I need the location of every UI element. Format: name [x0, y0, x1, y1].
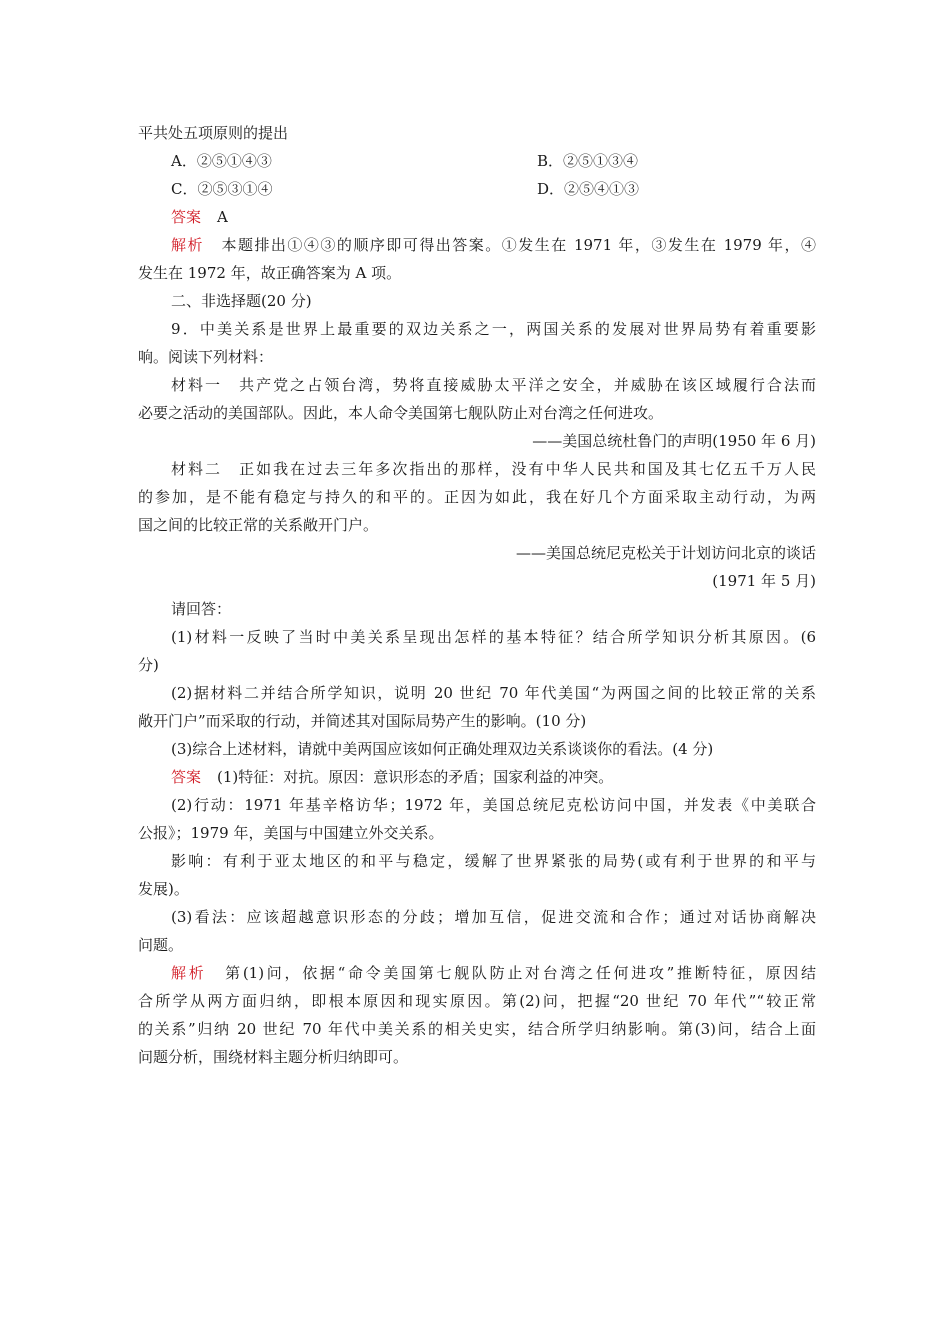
q9-sub1-line-1: (1)材料一反映了当时中美关系呈现出怎样的基本特征？结合所学知识分析其原因。(6 — [171, 628, 816, 646]
material-2-source-2: (1971 年 5 月) — [712, 572, 816, 590]
q9-answer-3-line-1: (3)看法：应该超越意识形态的分歧；增加互信，促进交流和合作；通过对话协商解决 — [171, 908, 816, 926]
q9-sub2-line-2: 敞开门户”而采取的行动，并简述其对国际局势产生的影响。(10 分) — [138, 712, 587, 730]
material-1-line-1: 材料一 共产党之占领台湾，势将直接威胁太平洋之安全，并威胁在该区域履行合法而 — [171, 376, 816, 394]
q9-analysis-line-2: 合所学从两方面归纳，即根本原因和现实原因。第(2)问，把握“20 世纪 70 年代”“较正常 — [138, 992, 816, 1010]
q8-stem-tail: 平共处五项原则的提出 — [138, 124, 289, 142]
q9-answer-effect-line-1: 影响：有利于亚太地区的和平与稳定，缓解了世界紧张的局势(或有利于世界的和平与 — [171, 852, 816, 870]
q9-analysis-line-4: 问题分析，围绕材料主题分析归纳即可。 — [138, 1048, 409, 1066]
q8-options-row-1 — [171, 151, 639, 171]
q9-stem-line-2: 响。阅读下列材料： — [138, 348, 274, 366]
q8-analysis-label: 解析 — [171, 236, 204, 254]
q9-answer-3-line-2: 问题。 — [138, 936, 184, 954]
q9-analysis-line-3: 的关系”归纳 20 世纪 70 年代中美关系的相关史实，结合所学归纳影响。第(3)问，结合上面 — [138, 1020, 816, 1038]
q9-analysis-text-1: 第(1)问，依据“命令美国第七舰队防止对台湾之任何进攻”推断特征，原因结 — [222, 964, 816, 982]
q9-stem-line-1: 9．中美关系是世界上最重要的双边关系之一，两国关系的发展对世界局势有着重要影 — [171, 320, 816, 338]
q9-answer-effect-line-2: 发展)。 — [138, 880, 189, 898]
q9-sub2-line-1: (2)据材料二并结合所学知识，说明 20 世纪 70 年代美国“为两国之间的比较正常的关系 — [171, 684, 816, 702]
q8-answer-value: A — [217, 208, 228, 226]
q8-answer — [171, 207, 228, 227]
q9-sub3: (3)综合上述材料，请就中美两国应该如何正确处理双边关系谈谈你的看法。(4 分) — [171, 740, 714, 758]
material-2-line-3: 国之间的比较正常的关系敞开门户。 — [138, 516, 379, 534]
q8-option-a: A．②⑤①④③ — [171, 152, 272, 170]
q9-answer-label: 答案 — [171, 768, 202, 786]
material-2-line-1: 材料二 正如我在过去三年多次指出的那样，没有中华人民共和国及其七亿五千万人民 — [171, 460, 816, 478]
q8-analysis-text-1: 本题排出①④③的顺序即可得出答案。①发生在 1971 年，③发生在 1979 年，④ — [219, 236, 816, 254]
q9-analysis-label: 解析 — [171, 964, 207, 982]
section-heading: 二、非选择题(20 分) — [171, 292, 312, 310]
q9-answer-2-line-1: (2)行动：1971 年基辛格访华；1972 年，美国总统尼克松访问中国，并发表《中美联合 — [171, 796, 816, 814]
q8-option-c: C．②⑤③①④ — [171, 180, 273, 198]
q9-sub1-line-2: 分) — [138, 656, 159, 674]
q8-analysis-line-1 — [171, 235, 816, 255]
material-2-source-1: ——美国总统尼克松关于计划访问北京的谈话 — [515, 544, 816, 562]
material-1-line-2: 必要之活动的美国部队。因此，本人命令美国第七舰队防止对台湾之任何进攻。 — [138, 404, 664, 422]
q8-option-d: D．②⑤④①③ — [537, 180, 640, 198]
material-1-source: ——美国总统杜鲁门的声明(1950 年 6 月) — [532, 432, 816, 450]
q8-answer-label: 答案 — [171, 208, 202, 226]
q8-option-b: B．②⑤①③④ — [537, 152, 639, 170]
q9-answer-2-line-2: 公报》；1979 年，美国与中国建立外交关系。 — [138, 824, 444, 842]
q9-analysis-line-1 — [171, 963, 816, 983]
q9-answer-1: (1)特征：对抗。原因：意识形态的矛盾；国家利益的冲突。 — [217, 768, 614, 786]
q8-analysis-line-2: 发生在 1972 年，故正确答案为 A 项。 — [138, 264, 402, 282]
q9-answer-line-1 — [171, 767, 613, 787]
q9-prompt: 请回答： — [171, 600, 232, 618]
q8-options-row-2 — [171, 179, 640, 199]
material-2-line-2: 的参加，是不能有稳定与持久的和平的。正因为如此，我在好几个方面采取主动行动，为两 — [138, 488, 816, 506]
